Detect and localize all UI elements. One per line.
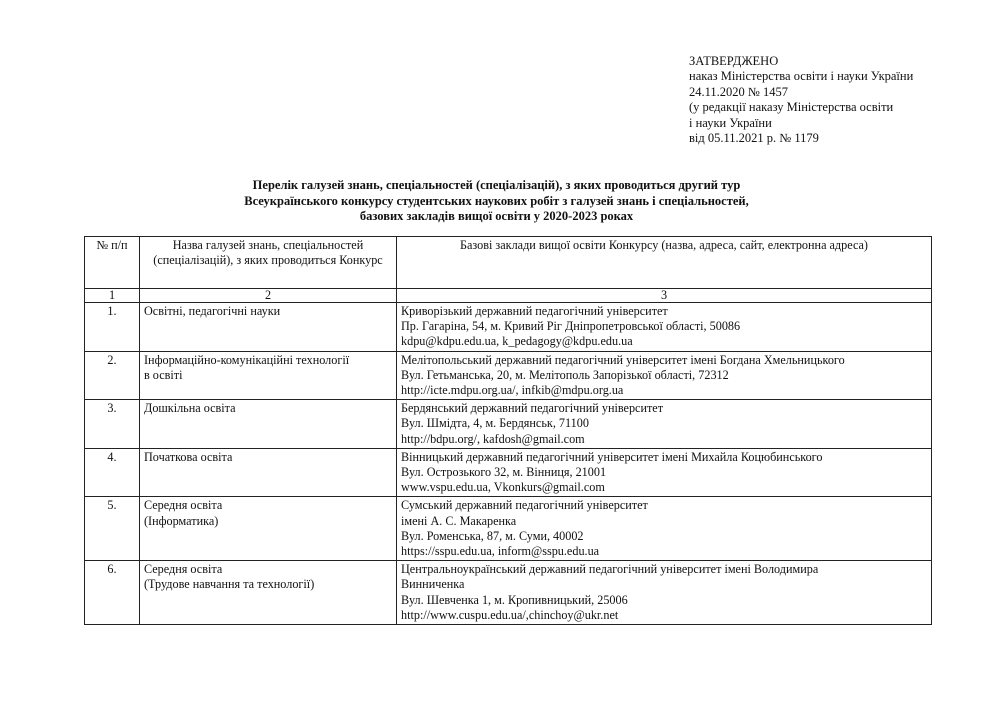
approval-line: наказ Міністерства освіти і науки України bbox=[689, 69, 914, 84]
row-number: 5. bbox=[85, 497, 140, 561]
institution-line: kdpu@kdpu.edu.ua, k_pedagogy@kdpu.edu.ua bbox=[401, 334, 633, 349]
row-institution bbox=[397, 561, 932, 625]
field-line: (Інформатика) bbox=[144, 513, 219, 528]
header-num: № п/п bbox=[85, 237, 140, 289]
approval-line: 24.11.2020 № 1457 bbox=[689, 84, 788, 99]
institution-line: Пр. Гагаріна, 54, м. Кривий Ріг Дніпропетровської області, 50086 bbox=[401, 319, 741, 334]
field-line: Дошкільна освіта bbox=[144, 401, 236, 416]
document-title bbox=[0, 178, 993, 225]
index-cell: 3 bbox=[397, 289, 932, 303]
institution-line: Вінницький державний педагогічний університет імені Михайла Коцюбинського bbox=[401, 449, 823, 464]
institution-line: Вул. Роменська, 87, м. Суми, 40002 bbox=[401, 528, 584, 543]
approval-line: ЗАТВЕРДЖЕНО bbox=[689, 54, 779, 68]
header-field: Назва галузей знань, спеціальностей (спеціалізацій), з яких проводиться Конкурс bbox=[140, 237, 397, 289]
institution-line: Винниченка bbox=[401, 577, 465, 592]
row-number: 6. bbox=[85, 561, 140, 625]
index-cell: 1 bbox=[85, 289, 140, 303]
title-line: Всеукраїнського конкурсу студентських наукових робіт з галузей знань і спеціальностей, bbox=[244, 193, 749, 208]
institution-line: http://icte.mdpu.org.ua/, infkib@mdpu.org.ua bbox=[401, 383, 624, 398]
field-line: Інформаційно-комунікаційні технології bbox=[144, 352, 350, 367]
row-field bbox=[140, 497, 397, 561]
table-row bbox=[85, 448, 932, 497]
approval-line: і науки України bbox=[689, 115, 772, 130]
table-row bbox=[85, 400, 932, 449]
institution-line: Мелітопольський державний педагогічний університет імені Богдана Хмельницького bbox=[401, 352, 845, 367]
institution-line: https://sspu.edu.ua, inform@sspu.edu.ua bbox=[401, 544, 600, 559]
row-institution bbox=[397, 351, 932, 400]
institution-line: Вул. Острозького 32, м. Вінниця, 21001 bbox=[401, 465, 607, 480]
institution-line: Вул. Шевченка 1, м. Кропивницький, 25006 bbox=[401, 592, 628, 607]
row-institution bbox=[397, 400, 932, 449]
row-institution bbox=[397, 303, 932, 352]
title-line: Перелік галузей знань, спеціальностей (спеціалізацій), з яких проводиться другий тур bbox=[252, 178, 741, 192]
row-field bbox=[140, 448, 397, 497]
table-row bbox=[85, 561, 932, 625]
table-index-row bbox=[85, 289, 932, 303]
row-field bbox=[140, 561, 397, 625]
institution-line: http://www.cuspu.edu.ua/,chinchoy@ukr.net bbox=[401, 607, 619, 622]
approval-line: від 05.11.2021 р. № 1179 bbox=[689, 131, 819, 146]
field-line: (Трудове навчання та технології) bbox=[144, 577, 315, 592]
field-line: Середня освіта bbox=[144, 562, 223, 577]
row-number: 3. bbox=[85, 400, 140, 449]
table-body bbox=[85, 303, 932, 625]
field-line: Початкова освіта bbox=[144, 449, 233, 464]
row-institution bbox=[397, 497, 932, 561]
table-row bbox=[85, 303, 932, 352]
approval-stamp bbox=[689, 54, 913, 146]
table-header-row bbox=[85, 237, 932, 289]
row-number: 2. bbox=[85, 351, 140, 400]
institution-line: http://bdpu.org/, kafdosh@gmail.com bbox=[401, 431, 585, 446]
row-field bbox=[140, 400, 397, 449]
table-row bbox=[85, 497, 932, 561]
field-line: в освіті bbox=[144, 367, 183, 382]
row-field bbox=[140, 303, 397, 352]
field-line: Середня освіта bbox=[144, 498, 223, 513]
table-row bbox=[85, 351, 932, 400]
title-line: базових закладів вищої освіти у 2020-2023 роках bbox=[359, 209, 634, 223]
field-line: Освітні, педагогічні науки bbox=[144, 304, 281, 318]
institution-line: Вул. Шмідта, 4, м. Бердянськ, 71100 bbox=[401, 416, 589, 431]
institution-line: Сумський державний педагогічний університет bbox=[401, 498, 648, 513]
institution-line: імені А. С. Макаренка bbox=[401, 513, 517, 528]
header-institution: Базові заклади вищої освіти Конкурсу (назва, адреса, сайт, електронна адреса) bbox=[397, 237, 932, 289]
row-number: 4. bbox=[85, 448, 140, 497]
index-cell: 2 bbox=[140, 289, 397, 303]
row-field bbox=[140, 351, 397, 400]
row-institution bbox=[397, 448, 932, 497]
contest-table bbox=[84, 236, 932, 625]
institution-line: Криворізький державний педагогічний університет bbox=[401, 304, 668, 318]
institution-line: Вул. Гетьманська, 20, м. Мелітополь Запорізької області, 72312 bbox=[401, 367, 729, 382]
institution-line: Центральноукраїнський державний педагогічний університет імені Володимира bbox=[401, 562, 819, 577]
institution-line: www.vspu.edu.ua, Vkonkurs@gmail.com bbox=[401, 480, 605, 495]
row-number: 1. bbox=[85, 303, 140, 352]
institution-line: Бердянський державний педагогічний університет bbox=[401, 401, 664, 416]
approval-line: (у редакції наказу Міністерства освіти bbox=[689, 100, 894, 115]
